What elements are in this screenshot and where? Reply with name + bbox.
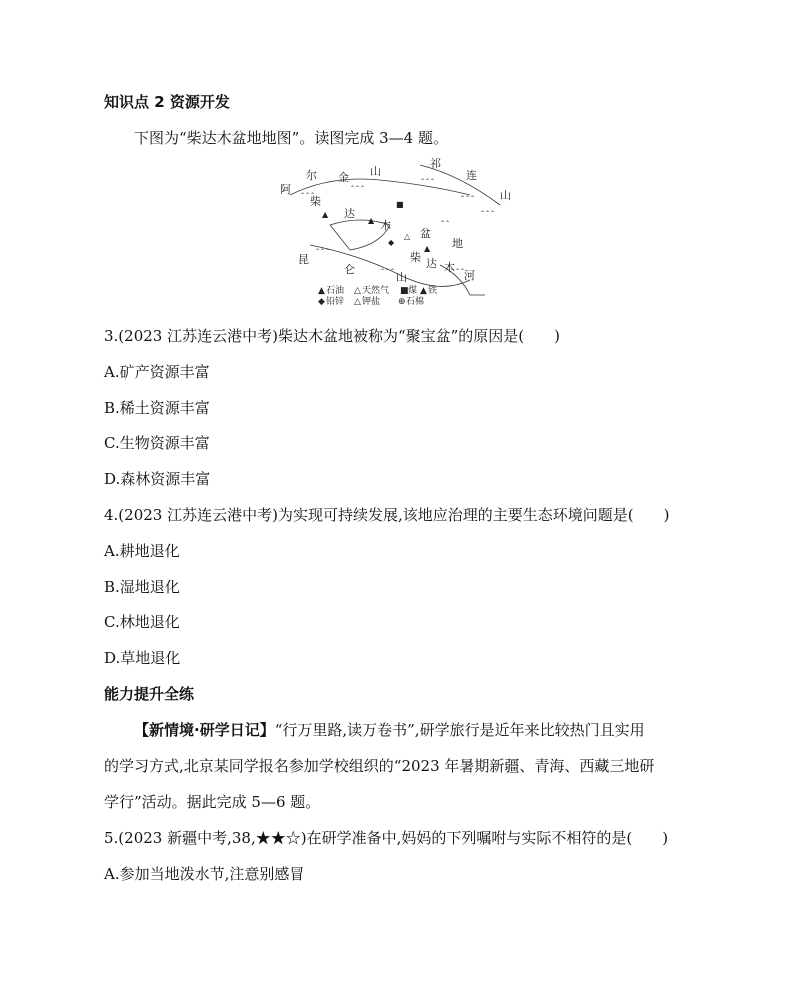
legend-oil: 石油 xyxy=(326,286,345,296)
legend-potash: 钾盐 xyxy=(362,297,381,305)
svg-text:⌃⌃⌃: ⌃⌃⌃ xyxy=(450,268,466,275)
section-title-resource-development: 知识点 2 资源开发 xyxy=(104,93,230,111)
legend-coal: 煤 xyxy=(408,286,418,296)
map-label-lun: 仑 xyxy=(344,263,355,276)
svg-text:⌃⌃⌃: ⌃⌃⌃ xyxy=(460,195,476,202)
map-label-qi: 祁 xyxy=(430,157,441,170)
map-label-mu: 木 xyxy=(380,219,391,232)
map-label-kun: 昆 xyxy=(298,253,309,266)
svg-text:⌃⌃⌃: ⌃⌃⌃ xyxy=(380,268,396,275)
question-4-stem: 4.(2023 江苏连云港中考)为实现可持续发展,该地应治理的主要生态环境问题是( ) xyxy=(104,506,670,524)
map-label-da: 达 xyxy=(344,207,355,220)
passage-tag: 【新情境·研学日记】 xyxy=(134,721,275,739)
passage-line-1-text: “行万里路,读万卷书”,研学旅行是近年来比较热门且实用 xyxy=(274,721,645,739)
svg-text:▲: ▲ xyxy=(322,210,329,219)
passage-line-2: 的学习方式,北京某同学报名参加学校组织的“2023 年暑期新疆、青海、西藏三地研 xyxy=(104,757,655,775)
map-label-shan1: 山 xyxy=(370,165,381,178)
map-label-shan2: 山 xyxy=(500,189,511,202)
map-label-chai2: 柴 xyxy=(410,251,421,264)
map-label-di: 地 xyxy=(452,237,463,250)
svg-text:⌃⌃⌃: ⌃⌃⌃ xyxy=(350,185,366,192)
map-label-chai: 柴 xyxy=(310,195,321,208)
question-4-option-d: D.草地退化 xyxy=(104,649,181,667)
legend-coal-symbol: ■ xyxy=(400,286,409,296)
map-label-jin: 金 xyxy=(338,171,349,184)
passage-line-1 xyxy=(134,720,645,740)
legend-iron: 铁 xyxy=(428,286,438,296)
question-3-option-b: B.稀土资源丰富 xyxy=(104,399,210,417)
qaidam-basin-map xyxy=(270,155,520,305)
legend-iron-symbol: ▲ xyxy=(420,286,427,296)
map-label-he: 河 xyxy=(464,269,475,282)
question-4-option-a: A.耕地退化 xyxy=(104,542,180,560)
question-5-option-a: A.参加当地泼水节,注意别感冒 xyxy=(104,865,305,883)
map-label-a: 阿 xyxy=(280,183,291,196)
svg-text:⌃⌃⌃: ⌃⌃⌃ xyxy=(315,248,331,255)
map-label-da2: 达 xyxy=(426,257,437,270)
question-4-option-c: C.林地退化 xyxy=(104,613,180,631)
svg-text:■: ■ xyxy=(396,200,404,209)
map-label-pen: 盆 xyxy=(420,227,431,240)
passage-line-3: 学行”活动。据此完成 5—6 题。 xyxy=(104,793,321,811)
legend-leadzinc: 铅锌 xyxy=(326,297,345,305)
svg-text:◆: ◆ xyxy=(388,238,395,247)
question-3-option-a: A.矿产资源丰富 xyxy=(104,363,210,381)
legend-gas-symbol: △ xyxy=(354,286,361,296)
svg-text:⌃⌃⌃: ⌃⌃⌃ xyxy=(480,210,496,217)
svg-text:⌃⌃⌃: ⌃⌃⌃ xyxy=(420,178,436,185)
svg-text:⌃⌃⌃: ⌃⌃⌃ xyxy=(300,192,316,199)
svg-text:△: △ xyxy=(404,232,411,241)
map-label-mu2: 木 xyxy=(444,261,455,274)
section-title-ability: 能力提升全练 xyxy=(104,685,195,703)
svg-text:▲: ▲ xyxy=(424,244,431,253)
map-legend xyxy=(318,284,437,305)
map-label-lian: 连 xyxy=(466,169,477,182)
legend-gas: 天然气 xyxy=(362,286,390,296)
question-3-stem: 3.(2023 江苏连云港中考)柴达木盆地被称为“聚宝盆”的原因是( ) xyxy=(104,327,561,345)
legend-oil-symbol: ▲ xyxy=(318,286,325,296)
question-3-option-c: C.生物资源丰富 xyxy=(104,434,210,452)
altun-range-line xyxy=(290,179,470,195)
question-3-option-d: D.森林资源丰富 xyxy=(104,470,211,488)
svg-text:⌃⌃: ⌃⌃ xyxy=(440,220,451,227)
legend-leadzinc-symbol: ◆ xyxy=(318,297,325,305)
map-intro: 下图为“柴达木盆地地图”。读图完成 3—4 题。 xyxy=(134,129,448,147)
map-label-er: 尔 xyxy=(306,169,317,182)
legend-potash-symbol: △ xyxy=(354,297,361,305)
svg-text:▲: ▲ xyxy=(368,216,375,225)
question-5-stem: 5.(2023 新疆中考,38,★★☆)在研学准备中,妈妈的下列嘱咐与实际不相符的是( ) xyxy=(104,829,669,847)
question-4-option-b: B.湿地退化 xyxy=(104,578,180,596)
legend-asbestos: 石棉 xyxy=(406,297,425,305)
map-label-shan3: 山 xyxy=(396,271,407,284)
legend-asbestos-symbol: ⊕ xyxy=(398,297,406,305)
